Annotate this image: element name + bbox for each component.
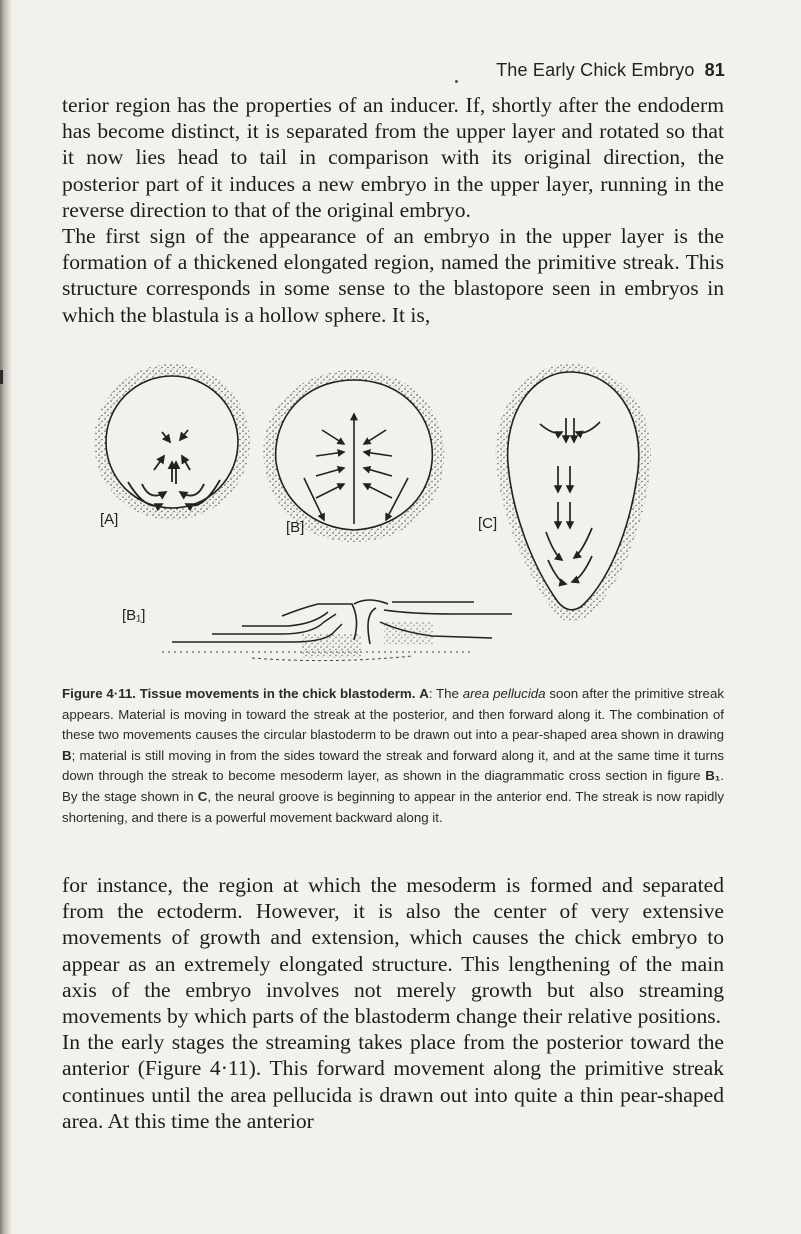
page-speck (455, 80, 458, 83)
panel-b-drawing (263, 370, 444, 542)
panel-label-c: [C] (478, 515, 498, 532)
panel-label-b: [B] (286, 519, 305, 536)
binding-gutter-shadow (0, 0, 12, 1234)
caption-colon: : (428, 686, 433, 701)
body-text-top (62, 92, 724, 328)
running-head-title: The Early Chick Embryo (496, 60, 695, 80)
caption-letter-b1: B₁ (705, 768, 721, 784)
caption-letter-a: A (419, 686, 429, 701)
caption-letter-b: B (62, 747, 72, 763)
panel-b1-drawing (162, 600, 512, 661)
figure-caption (62, 684, 724, 828)
page-number: 81 (704, 60, 725, 80)
paragraph: The first sign of the appearance of an embryo in the upper layer is the formation of a thickened elongated region, named the primitive streak. This structure corresponds in some sense to the blastopore seen in embryos in which the blastula is a hollow sphere. It is, (62, 224, 724, 327)
caption-italic: area pellucida (462, 686, 546, 701)
caption-text-1: soon after the primitive streak appears. Material is moving in toward the streak at the posterior, and then forward along it. The combination of these two movements causes the circular blastoderm to be drawn out into a pear-shaped area shown in drawing (62, 686, 725, 743)
caption-text-3: . By the stage shown in (62, 768, 724, 804)
caption-text-4: , the neural groove is beginning to appear in the anterior end. The streak is now rapidly shortening, and there is a powerful movement backward along it. (62, 788, 725, 825)
caption-letter-c: C (197, 788, 208, 804)
panel-label-b1: [B₁] (122, 607, 146, 624)
paragraph: for instance, the region at which the mesoderm is formed and separated from the ectoderm. However, it is also the center of very extensive movements of growth and extension, which causes the chick embryo to appear as an extremely elongated structure. This lengthening of the main axis of the embryo involves not merely growth but also streaming movements by which parts of the blastoderm change their relative positions. (62, 873, 724, 1029)
tissue-movement-figure (92, 352, 742, 670)
caption-text-2: ; material is still moving in from the sides toward the streak and forward along it, and at the same time it turns down through the streak to become mesoderm layer, as shown in the diagrammatic cross section in figure (62, 747, 724, 784)
caption-pre-italic: The (432, 686, 459, 701)
caption-lead: Figure 4·11. Tissue movements in the chick blastoderm. (62, 686, 416, 701)
gutter-mark (0, 370, 3, 384)
panel-c-drawing (496, 364, 651, 621)
body-text-bottom (62, 872, 724, 1134)
panel-a-drawing (94, 364, 250, 520)
running-head (496, 60, 725, 81)
paragraph: In the early stages the streaming takes place from the posterior toward the anterior (Figure 4·11). This forward movement along the primitive streak continues until the area pellucida is drawn out into quite a thin pear-shaped area. At this time the anterior (62, 1030, 724, 1133)
panel-label-a: [A] (100, 511, 119, 528)
paragraph: terior region has the properties of an inducer. If, shortly after the endoderm has become distinct, it is separated from the upper layer and rotated so that it now lies head to tail in comparison with its original direction, the posterior part of it induces a new embryo in the upper layer, running in the reverse direction to that of the original embryo. (62, 93, 724, 222)
